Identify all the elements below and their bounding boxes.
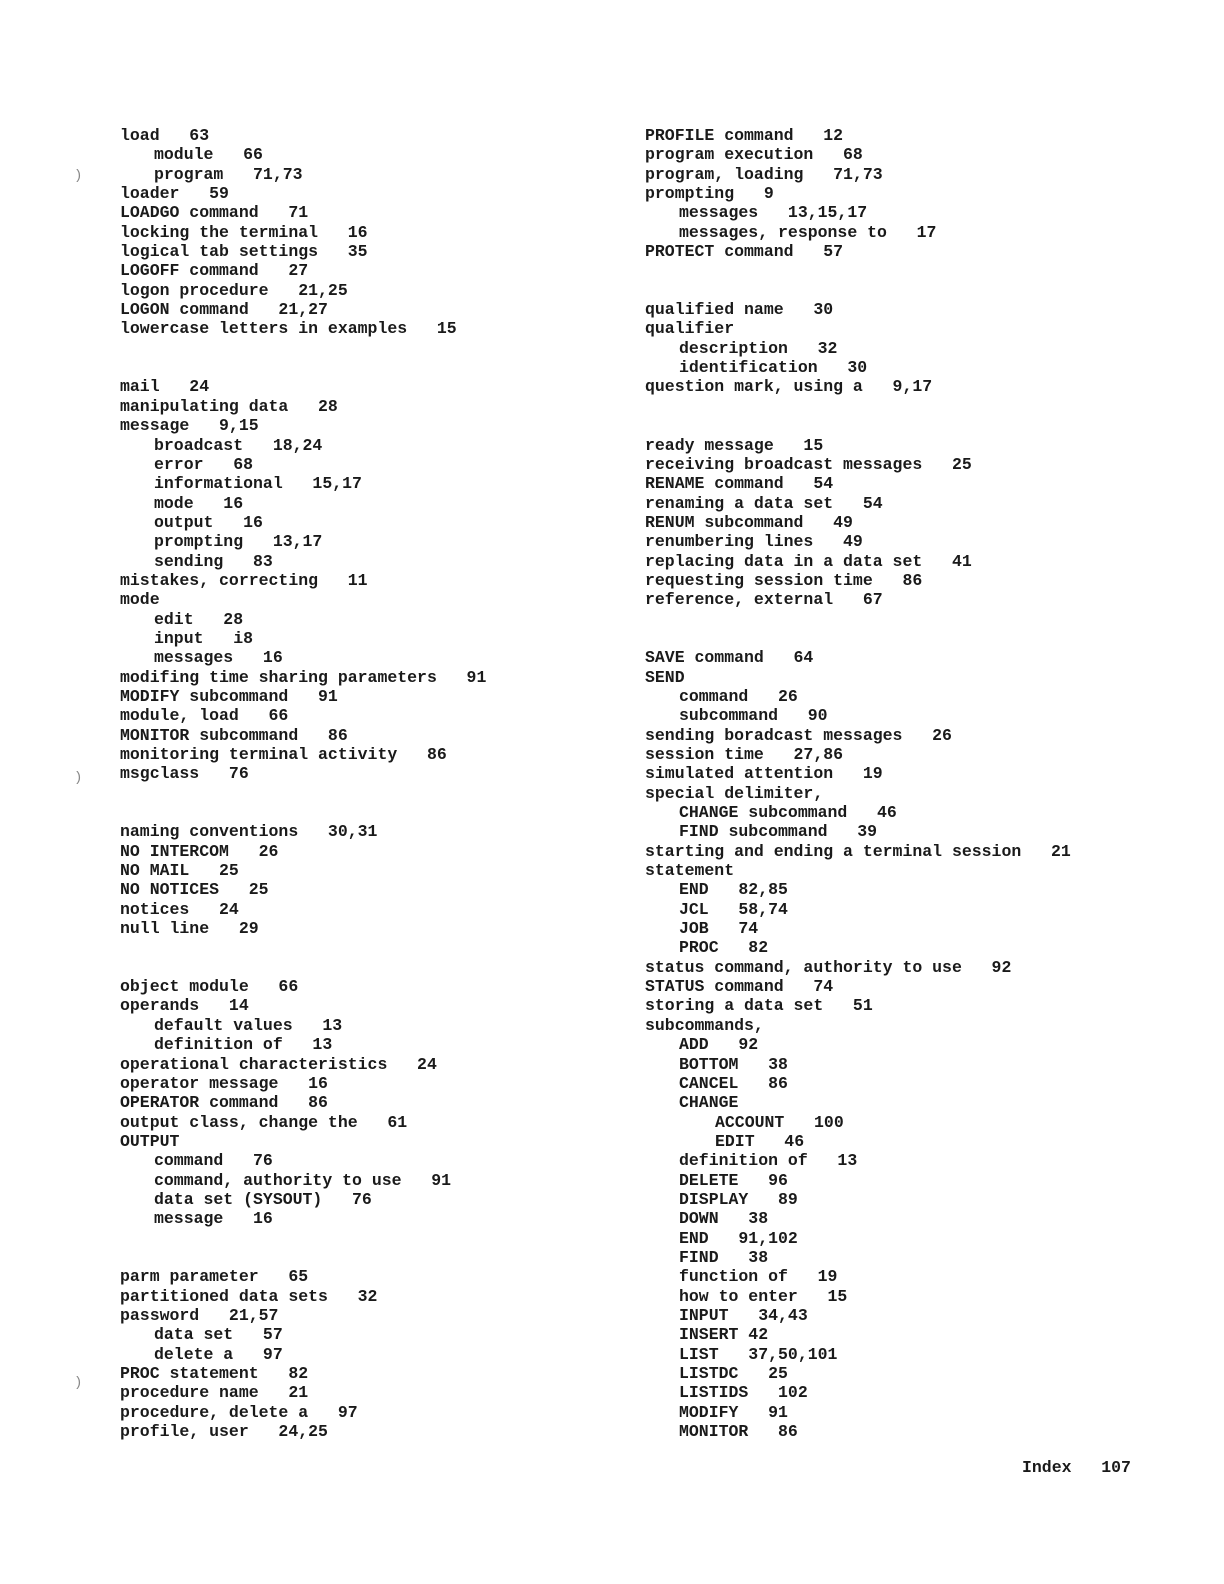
index-subentry: ACCOUNT 100 — [715, 1112, 844, 1132]
index-entry: password 21,57 — [120, 1305, 279, 1325]
index-entry: reference, external 67 — [645, 590, 883, 610]
index-subentry: prompting 13,17 — [154, 532, 323, 552]
index-subentry: data set (SYSOUT) 76 — [154, 1189, 372, 1209]
page-footer — [1022, 1458, 1131, 1477]
index-entry: starting and ending a terminal session 21 — [645, 841, 1071, 861]
index-subentry: message 16 — [154, 1209, 273, 1229]
index-entry: load 63 — [120, 126, 210, 145]
index-entry: PROC statement 82 — [120, 1364, 309, 1383]
index-entry: profile, user 24,25 — [120, 1422, 328, 1442]
index-entry: storing a data set 51 — [645, 996, 873, 1016]
index-entry: STATUS command 74 — [645, 977, 834, 997]
index-entry: program execution 68 — [645, 145, 863, 165]
index-entry: PROTECT command 57 — [645, 242, 844, 262]
index-entry: MODIFY subcommand 91 — [120, 686, 338, 706]
index-entry: status command, authority to use 92 — [645, 957, 1012, 977]
section-gap — [645, 397, 1165, 436]
index-subentry: CANCEL 86 — [679, 1073, 788, 1093]
index-subentry: command, authority to use 91 — [154, 1170, 452, 1190]
index-subentry: definition of 13 — [154, 1035, 333, 1055]
section-gap — [120, 784, 640, 823]
index-subentry: edit 28 — [154, 609, 244, 629]
index-entry: subcommands, — [645, 1015, 764, 1035]
index-subentry: LISTIDS 102 — [679, 1383, 808, 1403]
index-entry: output class, change the 61 — [120, 1112, 408, 1132]
index-entry: lowercase letters in examples 15 — [120, 319, 457, 339]
index-entry: operands 14 — [120, 996, 249, 1016]
index-subentry: JOB 74 — [679, 919, 759, 939]
index-entry: parm parameter 65 — [120, 1267, 309, 1287]
index-subentry: JCL 58,74 — [679, 899, 788, 919]
index-subentry: output 16 — [154, 512, 263, 532]
index-entry: loader 59 — [120, 184, 229, 204]
index-entry: monitoring terminal activity 86 — [120, 745, 447, 764]
index-entry: receiving broadcast messages 25 — [645, 454, 972, 474]
index-entry: replacing data in a data set 41 — [645, 551, 972, 571]
index-entry: partitioned data sets 32 — [120, 1286, 378, 1306]
index-subentry: definition of 13 — [679, 1151, 858, 1171]
index-entry: logical tab settings 35 — [120, 242, 368, 262]
index-entry: question mark, using a 9,17 — [645, 377, 933, 397]
index-entry: RENAME command 54 — [645, 474, 834, 494]
index-entry: renumbering lines 49 — [645, 532, 863, 552]
index-subentry: input i8 — [154, 628, 254, 648]
index-entry: NO NOTICES 25 — [120, 880, 269, 900]
index-subentry: data set 57 — [154, 1325, 283, 1345]
index-subentry: LIST 37,50,101 — [679, 1344, 838, 1364]
index-entry: operator message 16 — [120, 1073, 328, 1093]
index-subentry: how to enter 15 — [679, 1286, 848, 1306]
section-gap — [645, 261, 1165, 300]
index-subentry: error 68 — [154, 454, 254, 474]
index-entry: naming conventions 30,31 — [120, 822, 378, 842]
index-entry: manipulating data 28 — [120, 396, 338, 416]
index-subentry: END 82,85 — [679, 880, 788, 900]
index-entry: qualifier — [645, 319, 735, 339]
index-subentry: CHANGE — [679, 1093, 739, 1113]
index-subentry: program 71,73 — [154, 164, 303, 184]
index-subentry: messages 13,15,17 — [679, 203, 868, 223]
index-subentry: command 76 — [154, 1151, 273, 1171]
index-entry: notices 24 — [120, 899, 239, 919]
index-entry: LOGOFF command 27 — [120, 261, 309, 281]
index-entry: RENUM subcommand 49 — [645, 512, 853, 532]
index-subentry: BOTTOM 38 — [679, 1054, 788, 1074]
index-entry: object module 66 — [120, 977, 299, 997]
index-subentry: FIND subcommand 39 — [679, 822, 878, 842]
margin-mark: ) — [74, 168, 83, 184]
index-entry: modifing time sharing parameters 91 — [120, 667, 487, 687]
index-entry: sending boradcast messages 26 — [645, 725, 952, 745]
index-entry: prompting 9 — [645, 184, 774, 204]
index-entry: qualified name 30 — [645, 300, 834, 320]
index-subentry: module 66 — [154, 145, 263, 165]
page-number: 107 — [1101, 1458, 1131, 1477]
index-entry: requesting session time 86 — [645, 570, 923, 590]
footer-label: Index — [1022, 1458, 1072, 1477]
index-entry: NO MAIL 25 — [120, 861, 239, 881]
index-entry: SEND — [645, 667, 685, 687]
index-entry: procedure, delete a 97 — [120, 1402, 358, 1422]
index-column-left — [120, 126, 640, 1441]
index-entry: renaming a data set 54 — [645, 493, 883, 513]
index-subentry: messages 16 — [154, 648, 283, 668]
index-subentry: default values 13 — [154, 1015, 343, 1035]
index-subentry: mode 16 — [154, 493, 244, 513]
margin-mark: ) — [74, 1375, 83, 1391]
index-entry: LOGON command 21,27 — [120, 300, 328, 320]
index-subentry: DISPLAY 89 — [679, 1189, 798, 1209]
index-subentry: DELETE 96 — [679, 1170, 788, 1190]
section-gap — [120, 1229, 640, 1268]
index-subentry: command 26 — [679, 686, 798, 706]
index-entry: OUTPUT — [120, 1131, 180, 1151]
index-subentry: FIND 38 — [679, 1247, 769, 1267]
index-entry: ready message 15 — [645, 435, 824, 455]
section-gap — [120, 339, 640, 378]
index-entry: operational characteristics 24 — [120, 1054, 437, 1074]
index-subentry: PROC 82 — [679, 938, 769, 958]
index-subentry: DOWN 38 — [679, 1209, 769, 1229]
index-entry: SAVE command 64 — [645, 648, 814, 668]
index-subentry: broadcast 18,24 — [154, 435, 323, 455]
index-subentry: LISTDC 25 — [679, 1364, 788, 1383]
index-entry: msgclass 76 — [120, 764, 249, 784]
margin-mark: ) — [74, 770, 83, 786]
section-gap — [120, 938, 640, 977]
index-entry: PROFILE command 12 — [645, 126, 844, 145]
index-subentry: INSERT 42 — [679, 1325, 769, 1345]
index-subentry: description 32 — [679, 338, 838, 358]
index-subentry: ADD 92 — [679, 1035, 759, 1055]
index-entry: OPERATOR command 86 — [120, 1093, 328, 1113]
index-entry: mail 24 — [120, 377, 210, 397]
index-entry: null line 29 — [120, 919, 259, 939]
index-entry: special delimiter, — [645, 783, 824, 803]
index-subentry: function of 19 — [679, 1267, 838, 1287]
index-entry: program, loading 71,73 — [645, 164, 883, 184]
index-entry: message 9,15 — [120, 416, 259, 436]
index-entry: NO INTERCOM 26 — [120, 841, 279, 861]
section-gap — [645, 610, 1165, 649]
index-entry: mistakes, correcting 11 — [120, 570, 368, 590]
index-subentry: sending 83 — [154, 551, 273, 571]
index-subentry: messages, response to 17 — [679, 222, 937, 242]
index-subentry: MONITOR 86 — [679, 1422, 798, 1442]
index-subentry: delete a 97 — [154, 1344, 283, 1364]
index-subentry: subcommand 90 — [679, 706, 828, 726]
index-column-right — [645, 126, 1165, 1441]
index-subentry: identification 30 — [679, 358, 868, 378]
index-entry: simulated attention 19 — [645, 764, 883, 784]
index-subentry: MODIFY 91 — [679, 1402, 788, 1422]
index-entry: mode — [120, 590, 160, 610]
index-subentry: INPUT 34,43 — [679, 1305, 808, 1325]
index-subentry: CHANGE subcommand 46 — [679, 803, 897, 823]
index-entry: locking the terminal 16 — [120, 222, 368, 242]
index-entry: logon procedure 21,25 — [120, 280, 348, 300]
index-entry: LOADGO command 71 — [120, 203, 309, 223]
index-subentry: EDIT 46 — [715, 1131, 805, 1151]
index-entry: procedure name 21 — [120, 1383, 309, 1403]
index-entry: statement — [645, 861, 735, 881]
index-subentry: END 91,102 — [679, 1228, 798, 1248]
index-entry: session time 27,86 — [645, 745, 844, 764]
index-entry: MONITOR subcommand 86 — [120, 725, 348, 745]
index-entry: module, load 66 — [120, 706, 289, 726]
index-subentry: informational 15,17 — [154, 474, 362, 494]
